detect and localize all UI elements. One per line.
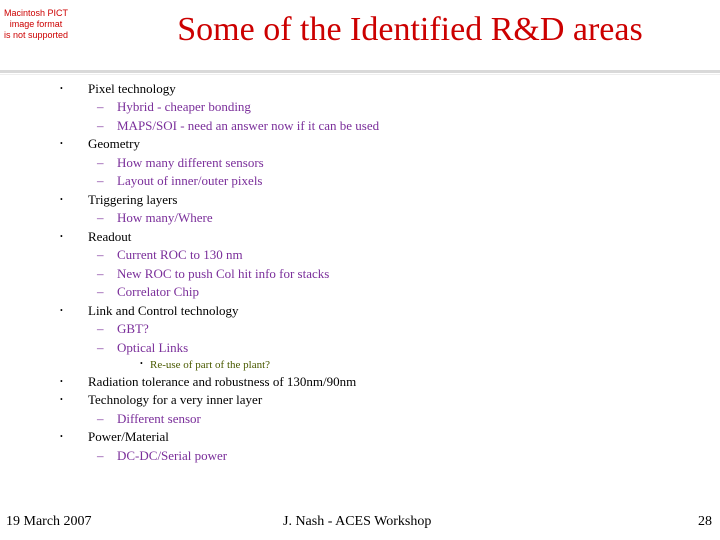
outline-item-level-2: [97, 210, 213, 226]
title-divider: [0, 70, 720, 73]
outline-item-text: MAPS/SOI - need an answer now if it can be used: [117, 118, 380, 133]
outline-item-text: Radiation tolerance and robustness of 130nm/90nm: [88, 374, 357, 389]
outline-item-text: GBT?: [117, 321, 149, 336]
outline-item-text: Layout of inner/outer pixels: [117, 173, 263, 188]
dash-icon: –: [97, 321, 104, 336]
outline-item-level-3: [150, 357, 270, 373]
outline-item-level-1: [88, 192, 177, 208]
bullet-icon: •: [140, 359, 143, 368]
bullet-icon: •: [60, 84, 63, 93]
outline-item-level-2: [97, 155, 264, 171]
dash-icon: –: [97, 448, 104, 463]
dash-icon: –: [97, 247, 104, 262]
outline-item-text: New ROC to push Col hit info for stacks: [117, 266, 330, 281]
outline-item-level-1: [88, 429, 169, 445]
outline-item-level-2: [97, 448, 227, 464]
outline-item-level-2: [97, 99, 251, 115]
dash-icon: –: [97, 411, 104, 426]
dash-icon: –: [97, 155, 104, 170]
outline-item-text: Re-use of part of the plant?: [150, 359, 271, 371]
outline-item-text: Readout: [88, 229, 132, 244]
footer-page-number: 28: [698, 514, 712, 529]
outline-item-text: Technology for a very inner layer: [88, 392, 263, 407]
unsupported-image-placeholder: [0, 8, 72, 52]
outline-item-level-2: [97, 340, 188, 356]
title-divider-shadow: [0, 74, 720, 75]
outline-item-text: Current ROC to 130 nm: [117, 247, 243, 262]
outline-item-level-1: [88, 229, 131, 245]
outline-item-text: Different sensor: [117, 411, 201, 426]
bullet-icon: •: [60, 432, 63, 441]
outline-item-level-2: [97, 411, 201, 427]
outline-item-text: Optical Links: [117, 340, 189, 355]
outline-item-text: Correlator Chip: [117, 284, 199, 299]
outline-item-level-1: [88, 303, 239, 319]
placeholder-line: image format: [9, 19, 63, 29]
placeholder-line: is not supported: [3, 30, 69, 40]
outline-item-level-1: [88, 81, 176, 97]
outline-item-level-2: [97, 173, 263, 189]
outline-item-text: DC-DC/Serial power: [117, 448, 228, 463]
dash-icon: –: [97, 99, 104, 114]
outline-item-level-2: [97, 321, 149, 337]
outline-item-level-2: [97, 266, 329, 282]
outline-item-text: How many/Where: [117, 210, 213, 225]
dash-icon: –: [97, 173, 104, 188]
bullet-icon: •: [60, 195, 63, 204]
placeholder-line: Macintosh PICT: [3, 8, 69, 18]
slide-title: Some of the Identified R&D areas: [177, 11, 643, 48]
outline-item-level-1: [88, 392, 262, 408]
footer-event: J. Nash - ACES Workshop: [283, 514, 432, 529]
outline-item-text: Pixel technology: [88, 81, 176, 96]
outline-item-text: Hybrid - cheaper bonding: [117, 99, 251, 114]
bullet-icon: •: [60, 306, 63, 315]
dash-icon: –: [97, 340, 104, 355]
outline-item-text: Geometry: [88, 136, 140, 151]
dash-icon: –: [97, 118, 104, 133]
outline-item-text: Power/Material: [88, 429, 169, 444]
outline-item-level-1: [88, 136, 140, 152]
outline-item-level-2: [97, 247, 243, 263]
dash-icon: –: [97, 266, 104, 281]
footer-date: 19 March 2007: [6, 514, 92, 529]
outline-item-text: How many different sensors: [117, 155, 264, 170]
dash-icon: –: [97, 284, 104, 299]
outline-item-level-2: [97, 284, 199, 300]
bullet-icon: •: [60, 232, 63, 241]
bullet-icon: •: [60, 395, 63, 404]
bullet-icon: •: [60, 377, 63, 386]
outline-item-text: Link and Control technology: [88, 303, 239, 318]
outline-item-text: Triggering layers: [88, 192, 178, 207]
dash-icon: –: [97, 210, 104, 225]
outline-item-level-2: [97, 118, 379, 134]
outline-item-level-1: [88, 374, 356, 390]
bullet-icon: •: [60, 139, 63, 148]
